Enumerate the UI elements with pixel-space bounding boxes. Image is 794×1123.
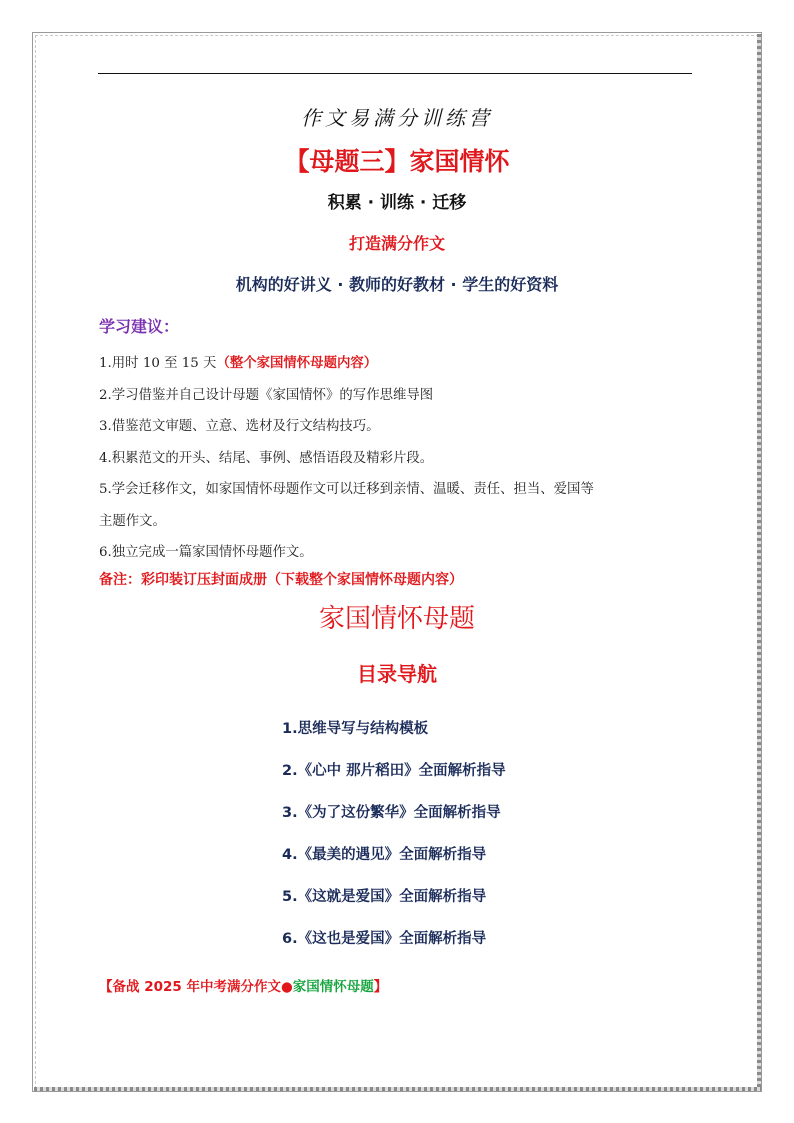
advice-item: 4.积累范文的开头、结尾、事例、感悟语段及精彩片段。	[99, 450, 434, 466]
page-border-shadow-bottom	[34, 1087, 761, 1091]
advice-item: 3.借鉴范文审题、立意、选材及行文结构技巧。	[99, 419, 380, 434]
advice-list	[99, 348, 699, 569]
toc-item[interactable]: 2.《心中 那片稻田》全面解析指导	[282, 763, 506, 779]
header-rule	[98, 73, 692, 74]
advice-item: 1.用时 10 至 15 天（整个家国情怀母题内容）	[99, 356, 378, 371]
document-subtitle: 积累 · 训练 · 迁移	[327, 193, 467, 213]
advice-heading: 学习建议：	[99, 317, 180, 336]
advice-note: 备注：彩印装订压封面成册（下载整个家国情怀母题内容）	[99, 572, 463, 588]
toc-list	[282, 716, 506, 968]
document-title: 【母题三】家国情怀	[284, 147, 510, 176]
advice-item: 主题作文。	[99, 513, 166, 529]
toc-item[interactable]: 6.《这也是爱国》全面解析指导	[282, 931, 487, 947]
advice-item: 5.学会迁移作文，如家国情怀母题作文可以迁移到亲情、温暖、责任、担当、爱国等	[99, 482, 594, 497]
tagline: 打造满分作文	[348, 234, 445, 253]
section-title: 家国情怀母题	[318, 604, 475, 634]
toc-item[interactable]: 1.思维导写与结构模板	[282, 721, 429, 737]
brand-title: 作文易满分训练营	[301, 106, 493, 130]
advice-item: 2.学习借鉴并自己设计母题《家国情怀》的写作思维导图	[99, 387, 434, 403]
advice-item: 6.独立完成一篇家国情怀母题作文。	[99, 545, 313, 560]
toc-item[interactable]: 5.《这就是爱国》全面解析指导	[282, 889, 487, 905]
footer-banner: 【备战 2025 年中考满分作文●家国情怀母题】	[99, 979, 388, 995]
slogan: 机构的好讲义 · 教师的好教材 · 学生的好资料	[235, 275, 559, 294]
toc-item[interactable]: 3.《为了这份繁华》全面解析指导	[282, 805, 501, 821]
toc-title: 目录导航	[357, 662, 437, 686]
toc-item[interactable]: 4.《最美的遇见》全面解析指导	[282, 847, 487, 863]
